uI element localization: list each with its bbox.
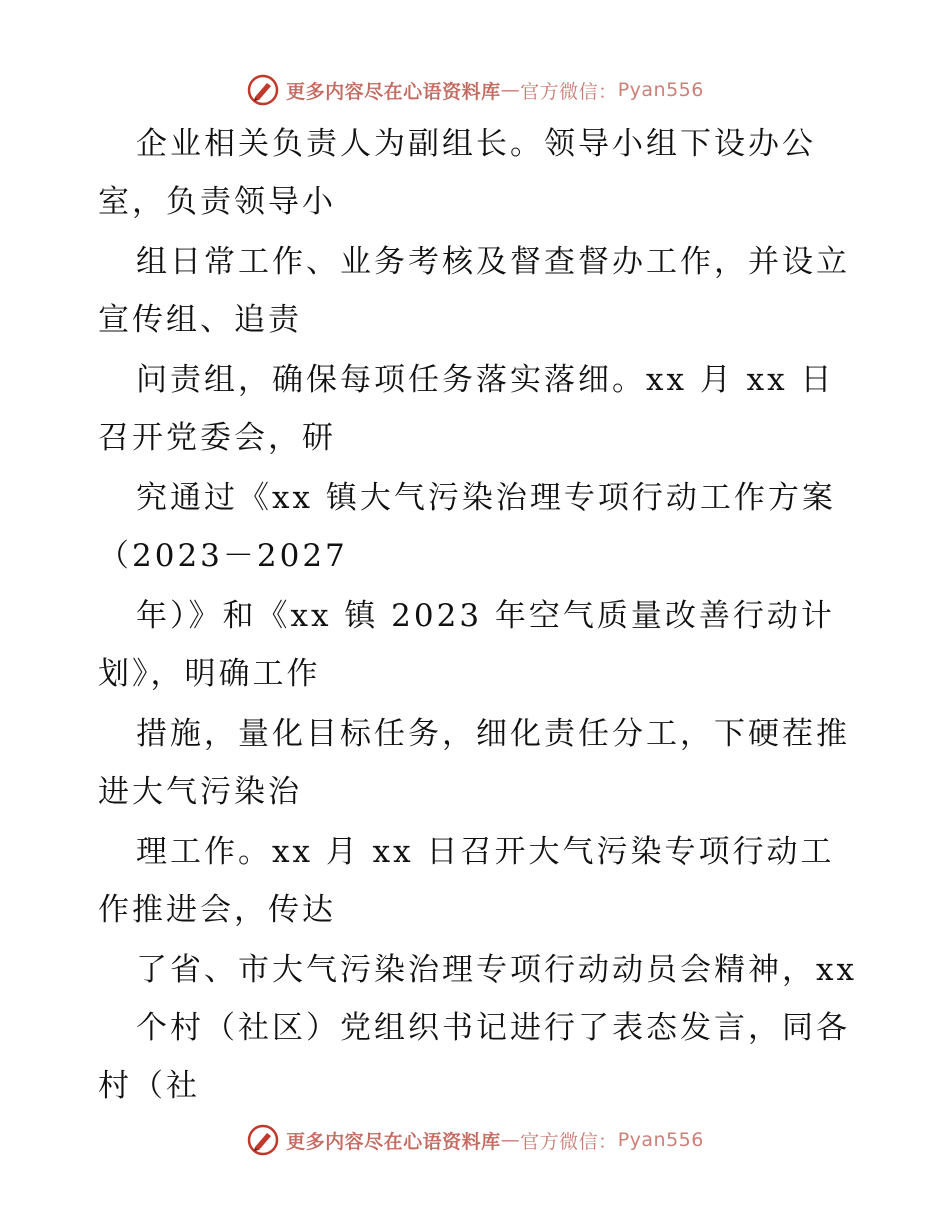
body-line: 理工作。xx 月 xx 日召开大气污染专项行动工 (136, 834, 835, 870)
pen-logo-icon (246, 1123, 280, 1157)
body-line: 了省、市大气污染治理专项行动动员会精神，xx (136, 952, 857, 988)
body-line: 措施，量化目标任务，细化责任分工，下硬茬推 (136, 716, 850, 752)
body-line: 进大气污染治 (98, 774, 302, 810)
body-line: 个村（社区）党组织书记进行了表态发言，同各 (136, 1010, 850, 1046)
body-line: 划》，明确工作 (98, 656, 321, 692)
body-line: 究通过《xx 镇大气污染治理专项行动工作方案 (136, 480, 836, 516)
body-line: 宣传组、追责 (98, 302, 302, 338)
watermark-sub-text: 官方微信： (520, 1130, 618, 1153)
watermark-sub-text: 官方微信： (520, 80, 618, 103)
pen-logo-icon (246, 73, 280, 107)
watermark-main-text: 更多内容尽在心语资料库 (286, 80, 501, 103)
body-line: 室，负责领导小 (98, 184, 336, 220)
body-line: 作推进会，传达 (98, 892, 336, 928)
watermark-dash: — (500, 1129, 521, 1151)
watermark-dash: — (500, 79, 521, 101)
body-line: 村（社 (98, 1068, 200, 1104)
body-line: 召开党委会，研 (98, 420, 336, 456)
header-watermark (0, 70, 950, 110)
body-line: 年）》和《xx 镇 2023 年空气质量改善行动计 (136, 598, 835, 634)
watermark-id: Pyan556 (617, 1129, 704, 1151)
footer-watermark (0, 1120, 950, 1160)
body-line: 组日常工作、业务考核及督查督办工作，并设立 (136, 244, 850, 280)
body-line: 问责组，确保每项任务落实落细。xx 月 xx 日 (136, 362, 835, 398)
body-line: （2023－2027 (98, 538, 348, 574)
watermark-main-text: 更多内容尽在心语资料库 (286, 1130, 501, 1153)
watermark-id: Pyan556 (617, 79, 704, 101)
body-line: 企业相关负责人为副组长。领导小组下设办公 (136, 126, 816, 162)
